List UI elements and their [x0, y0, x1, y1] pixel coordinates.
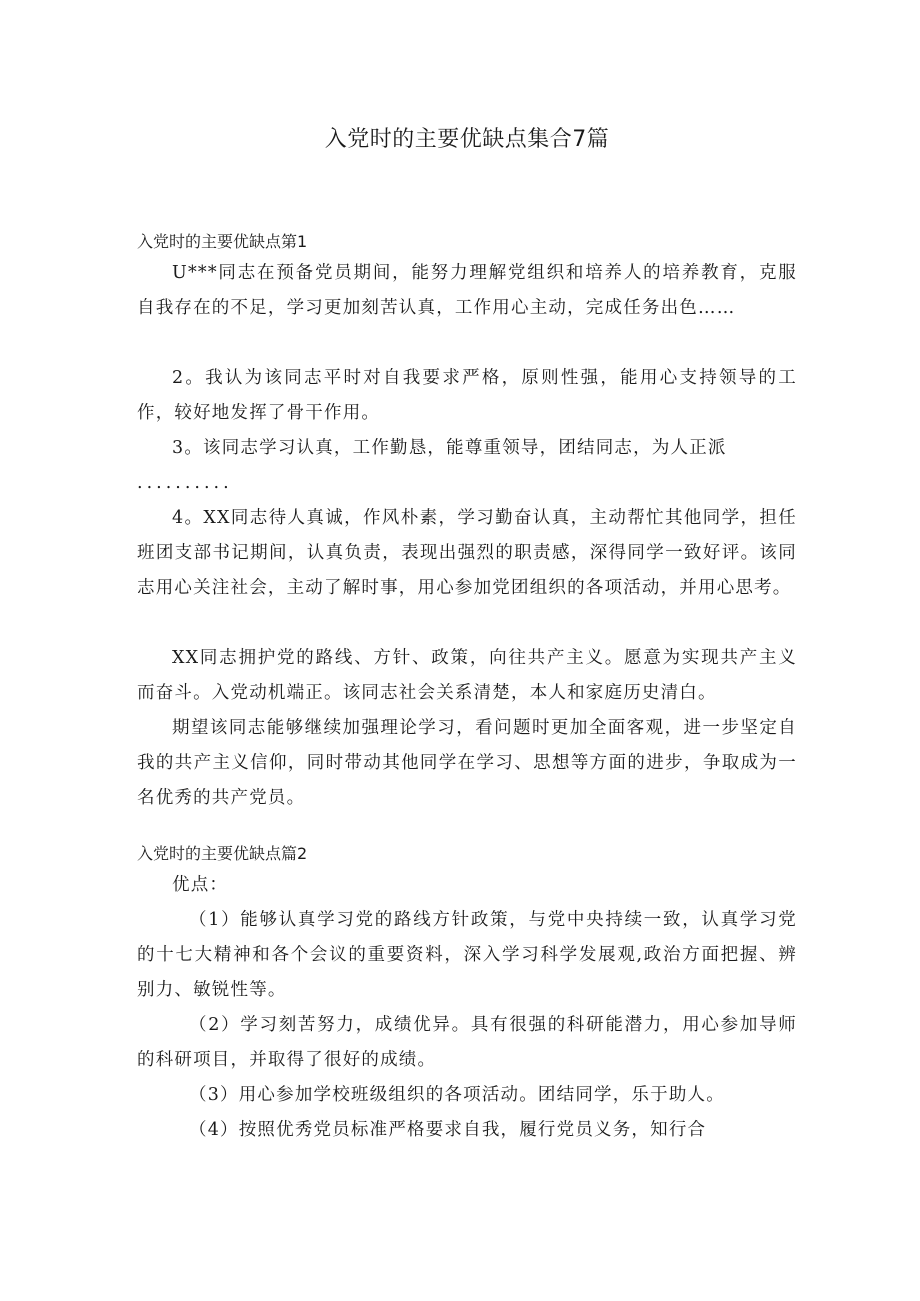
section-2-item-4: （4）按照优秀党员标准严格要求自我，履行党员义务，知行合: [189, 1120, 707, 1140]
section-1-paragraph-3-dots: ..........: [137, 473, 233, 493]
section-1-heading: 入党时的主要优缺点第1: [137, 232, 308, 251]
section-2-label: 优点：: [172, 875, 229, 895]
section-2-heading: 入党时的主要优缺点篇2: [137, 844, 308, 863]
section-1-paragraph-2: 2。我认为该同志平时对自我要求严格，原则性强，能用心支持领导的工作，较好地发挥了骨干作用。: [137, 368, 797, 423]
section-2-item-1: （1）能够认真学习党的路线方针政策，与党中央持续一致，认真学习党的十七大精神和各个会议的重要资料，深入学习科学发展观,政治方面把握、辨别力、敏锐性等。: [137, 910, 797, 1000]
section-1-paragraph-5: XX同志拥护党的路线、方针、政策，向往共产主义。愿意为实现共产主义而奋斗。入党动机端正。该同志社会关系清楚，本人和家庭历史清白。: [137, 648, 797, 703]
section-1-paragraph-6: 期望该同志能够继续加强理论学习，看问题时更加全面客观，进一步坚定自我的共产主义信仰，同时带动其他同学在学习、思想等方面的进步，争取成为一名优秀的共产党员。: [137, 718, 797, 808]
section-2-item-2: （2）学习刻苦努力，成绩优异。具有很强的科研能潜力，用心参加导师的科研项目，并取得了很好的成绩。: [137, 1015, 797, 1070]
section-1-paragraph-3: 3。该同志学习认真，工作勤恳，能尊重领导，团结同志，为人正派: [172, 438, 727, 458]
section-2-item-3: （3）用心参加学校班级组织的各项活动。团结同学，乐于助人。: [189, 1085, 725, 1105]
section-1-paragraph-1: U***同志在预备党员期间，能努力理解党组织和培养人的培养教育，克服自我存在的不足，学习更加刻苦认真，工作用心主动，完成任务出色……: [137, 263, 797, 318]
section-1-paragraph-4: 4。XX同志待人真诚，作风朴素，学习勤奋认真，主动帮忙其他同学，担任班团支部书记期间，认真负责，表现出强烈的职责感，深得同学一致好评。该同志用心关注社会，主动了解时事，用心参加党团组织的各项活动，并用心思考。: [137, 508, 797, 598]
document-title: 入党时的主要优缺点集合7篇: [324, 127, 610, 152]
